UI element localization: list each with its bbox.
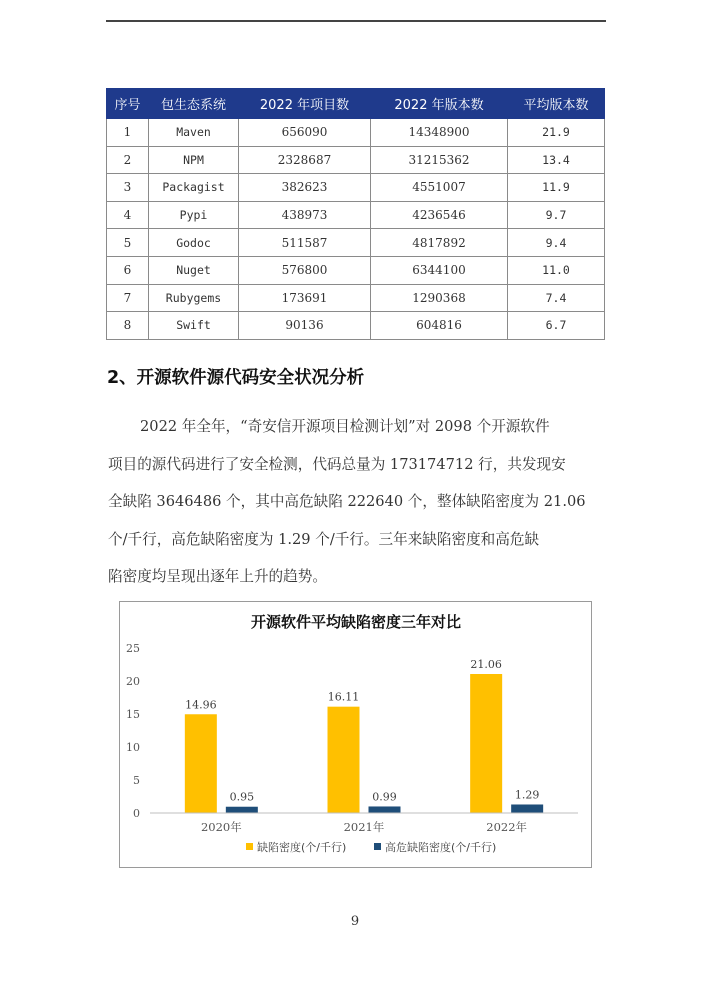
cell-projects: 382623 [239,174,371,202]
defect-density-chart [119,601,592,868]
y-tick-label: 20 [126,675,140,688]
cell-index: 8 [107,312,149,340]
table-row [107,174,605,202]
cell-avg-versions: 6.7 [508,312,605,340]
bar-series-2 [369,806,401,813]
paragraph-line: 2022 年全年，“奇安信开源项目检测计划”对 2098 个开源软件 [140,418,550,435]
cell-versions: 6344100 [371,256,508,284]
table-header-row [107,89,605,119]
x-tick-label: 2022年 [486,820,528,834]
cell-index: 1 [107,119,149,147]
header-rule [106,20,606,22]
cell-projects: 656090 [239,119,371,147]
cell-projects: 90136 [239,312,371,340]
cell-avg-versions: 7.4 [508,284,605,312]
cell-versions: 4236546 [371,201,508,229]
cell-avg-versions: 13.4 [508,146,605,174]
cell-ecosystem: Maven [149,119,239,147]
cell-versions: 1290368 [371,284,508,312]
col-header-index: 序号 [107,89,149,119]
chart-canvas [120,602,593,869]
chart-title: 开源软件平均缺陷密度三年对比 [250,613,462,631]
y-tick-label: 10 [126,741,140,754]
table-row [107,146,605,174]
bar-series-1 [328,707,360,813]
paragraph-line: 项目的源代码进行了安全检测，代码总量为 173174712 行，共发现安 [108,455,566,473]
cell-avg-versions: 11.9 [508,174,605,202]
ecosystem-table [106,88,605,340]
cell-avg-versions: 11.0 [508,256,605,284]
legend-swatch [246,843,253,850]
bar-series-1 [185,714,217,813]
cell-ecosystem: Packagist [149,174,239,202]
cell-versions: 604816 [371,312,508,340]
bar-data-label: 1.29 [514,788,540,802]
legend-label: 高危缺陷密度(个/千行) [385,841,497,854]
cell-versions: 14348900 [371,119,508,147]
cell-projects: 511587 [239,229,371,257]
cell-ecosystem: Godoc [149,229,239,257]
table-row [107,284,605,312]
bar-series-1 [470,674,502,813]
y-tick-label: 15 [126,708,140,721]
cell-projects: 2328687 [239,146,371,174]
cell-index: 7 [107,284,149,312]
cell-avg-versions: 9.4 [508,229,605,257]
col-header-projects: 2022 年项目数 [239,89,371,119]
paragraph-line: 个/千行，高危缺陷密度为 1.29 个/千行。三年来缺陷密度和高危缺 [108,530,540,548]
col-header-ecosystem: 包生态系统 [149,89,239,119]
cell-versions: 4817892 [371,229,508,257]
cell-ecosystem: Rubygems [149,284,239,312]
cell-ecosystem: Nuget [149,256,239,284]
table-row [107,256,605,284]
body-paragraph [108,408,608,596]
page-number: 9 [350,914,360,929]
cell-index: 4 [107,201,149,229]
legend-swatch [374,843,381,850]
cell-ecosystem: Swift [149,312,239,340]
cell-avg-versions: 21.9 [508,119,605,147]
paragraph-line: 陷密度均呈现出逐年上升的趋势。 [108,568,327,586]
cell-ecosystem: NPM [149,146,239,174]
cell-projects: 576800 [239,256,371,284]
bar-series-2 [226,807,258,813]
cell-avg-versions: 9.7 [508,201,605,229]
table-row [107,119,605,147]
cell-index: 2 [107,146,149,174]
y-tick-label: 0 [133,807,140,820]
x-tick-label: 2021年 [343,820,385,834]
y-tick-label: 5 [133,774,140,787]
bar-data-label: 0.99 [372,790,397,804]
table-row [107,201,605,229]
cell-versions: 31215362 [371,146,508,174]
cell-index: 3 [107,174,149,202]
x-tick-label: 2020年 [200,820,242,834]
y-tick-label: 25 [126,642,140,655]
paragraph-line: 全缺陷 3646486 个，其中高危缺陷 222640 个，整体缺陷密度为 21.06 [108,493,586,511]
bar-series-2 [511,804,543,813]
cell-projects: 173691 [239,284,371,312]
legend-label: 缺陷密度(个/千行) [257,841,347,854]
bar-data-label: 21.06 [470,658,502,672]
cell-versions: 4551007 [371,174,508,202]
col-header-avg-versions: 平均版本数 [508,89,605,119]
cell-projects: 438973 [239,201,371,229]
bar-data-label: 16.11 [327,690,360,704]
bar-data-label: 0.95 [229,790,255,804]
bar-data-label: 14.96 [185,698,217,712]
col-header-versions: 2022 年版本数 [371,89,508,119]
cell-index: 5 [107,229,149,257]
cell-ecosystem: Pypi [149,201,239,229]
table-row [107,312,605,340]
table-row [107,229,605,257]
section-title: 2、开源软件源代码安全状况分析 [107,368,365,388]
cell-index: 6 [107,256,149,284]
